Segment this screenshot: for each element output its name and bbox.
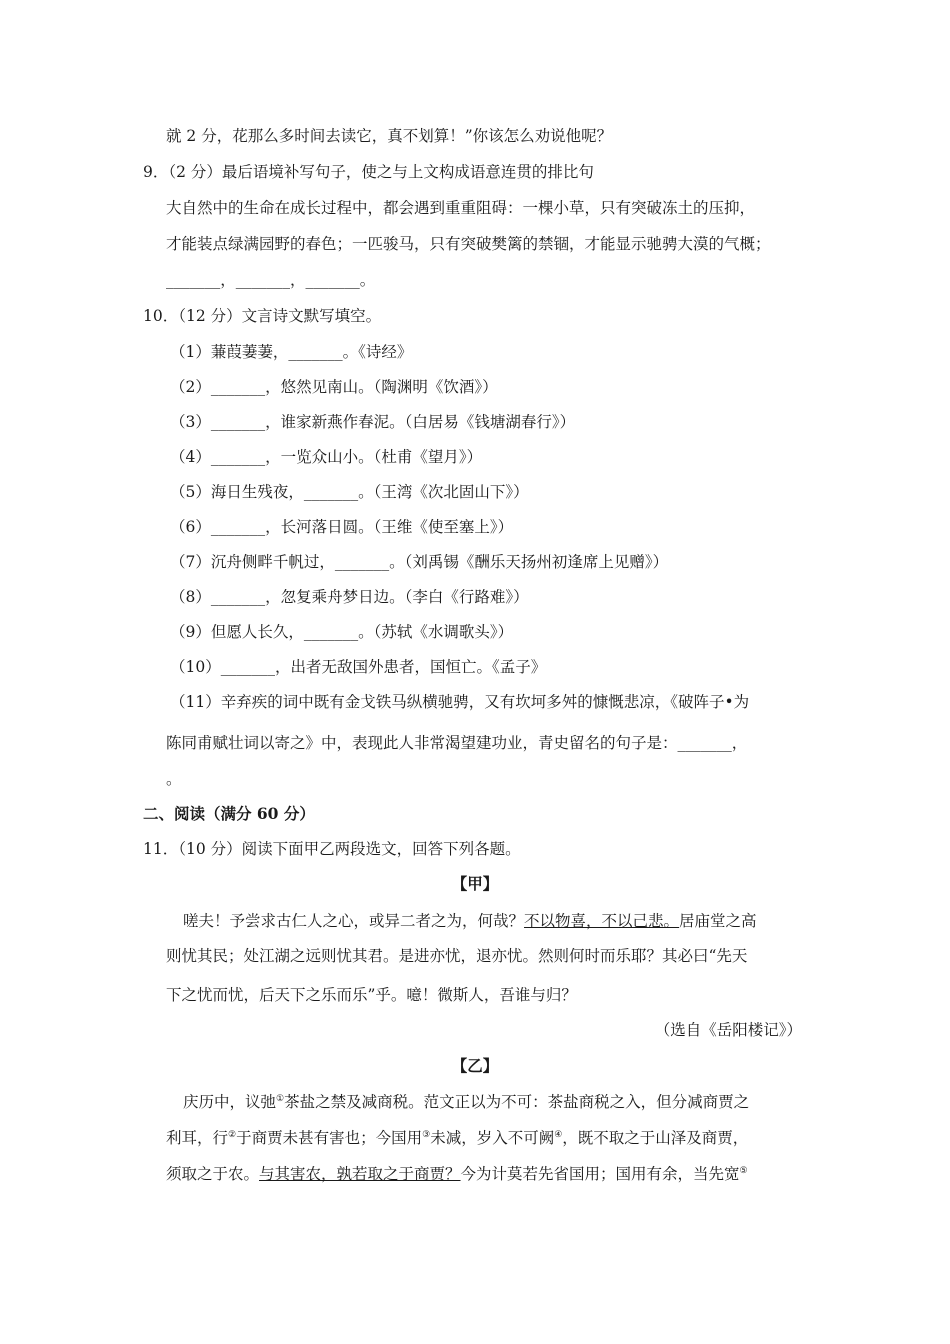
question-10-heading: 10．（12 分）文言诗文默写填空。 [143,307,382,325]
passage-jia-source: （选自《岳阳楼记》） [654,1021,802,1039]
question-9-text: 大自然中的生命在成长过程中，都会遇到重重阻碍：一棵小草，只有突破冻土的压抑， [166,199,756,217]
underlined-sentence: 不以物喜，不以己悲。 [524,912,680,930]
question-10-item: （7）沉舟侧畔千帆过，_______。（刘禹锡《酬乐天扬州初逢席上见赠》） [170,553,669,571]
footnote-mark: ⑤ [739,1165,748,1176]
question-10-item-cont: 陈同甫赋壮词以寄之》中，表现此人非常渴望建功业，青史留名的句子是：_______， [166,734,748,752]
question-10-item: （10）_______，出者无敌国外患者，国恒亡。《孟子》 [170,658,547,676]
question-10-item: （3）_______，谁家新燕作春泥。（白居易《钱塘湖春行》） [170,413,576,431]
passage-yi-title: 【乙】 [451,1056,499,1075]
footnote-mark: ① [276,1093,285,1104]
question-10-item: （9）但愿人长久，_______。（苏轼《水调歌头》） [170,623,514,641]
passage-jia-line: 则忧其民；处江湖之远则忧其君。是进亦忧，退亦忧。然则何时而乐耶？其必曰“先天 [166,947,748,965]
question-10-item: （5）海日生残夜，_______。（王湾《次北固山下》） [170,483,529,501]
passage-jia-line: 下之忧而忧，后天下之乐而乐”乎。噫！微斯人，吾谁与归？ [166,986,577,1004]
question-9-text: 才能装点绿满园野的春色；一匹骏马，只有突破樊篱的禁锢，才能显示驰骋大漠的气概； [166,235,771,253]
passage-yi-line: 须取之于农。与其害农，孰若取之于商贾？今为计莫若先省国用；国用有余，当先宽⑤ [166,1165,748,1183]
question-9-blanks: _______，_______，_______。 [166,271,376,289]
footnote-mark: ④ [554,1129,563,1140]
underlined-sentence: 与其害农，孰若取之于商贾？ [259,1165,461,1183]
footnote-mark: ③ [422,1129,431,1140]
continued-line: 就 2 分，花那么多时间去读它，真不划算！”你该怎么劝说他呢？ [166,127,613,145]
footnote-mark: ② [228,1129,237,1140]
section-heading: 二、阅读（满分 60 分） [143,804,315,823]
question-10-item: （11）辛弃疾的词中既有金戈铁马纵横驰骋，又有坎坷多舛的慷慨悲凉，《破阵子•为 [170,693,750,711]
passage-jia-line: 嗟夫！予尝求古仁人之心，或异二者之为，何哉？不以物喜，不以己悲。居庙堂之高 [183,912,757,930]
question-10-item: （2）_______，悠然见南山。（陶渊明《饮酒》） [170,378,498,396]
passage-jia-title: 【甲】 [451,874,499,893]
question-10-item: （1）蒹葭萋萋，_______。《诗经》 [170,343,413,361]
question-10-item: （6）_______，长河落日圆。（王维《使至塞上》） [170,518,514,536]
question-11-heading: 11．（10 分）阅读下面甲乙两段选文，回答下列各题。 [143,840,521,858]
question-10-item: （8）_______，忽复乘舟梦日边。（李白《行路难》） [170,588,529,606]
question-10-item-cont: 。 [166,770,182,788]
question-9-heading: 9．（2 分）最后语境补写句子，使之与上文构成语意连贯的排比句 [143,163,594,181]
passage-yi-line: 利耳，行②于商贾未甚有害也；今国用③未减，岁入不可阙④，既不取之于山泽及商贾， [166,1129,749,1147]
question-10-item: （4）_______，一览众山小。（杜甫《望月》） [170,448,483,466]
passage-yi-line: 庆历中，议弛①茶盐之禁及减商税。范文正以为不可：茶盐商税之入，但分减商贾之 [183,1093,750,1111]
